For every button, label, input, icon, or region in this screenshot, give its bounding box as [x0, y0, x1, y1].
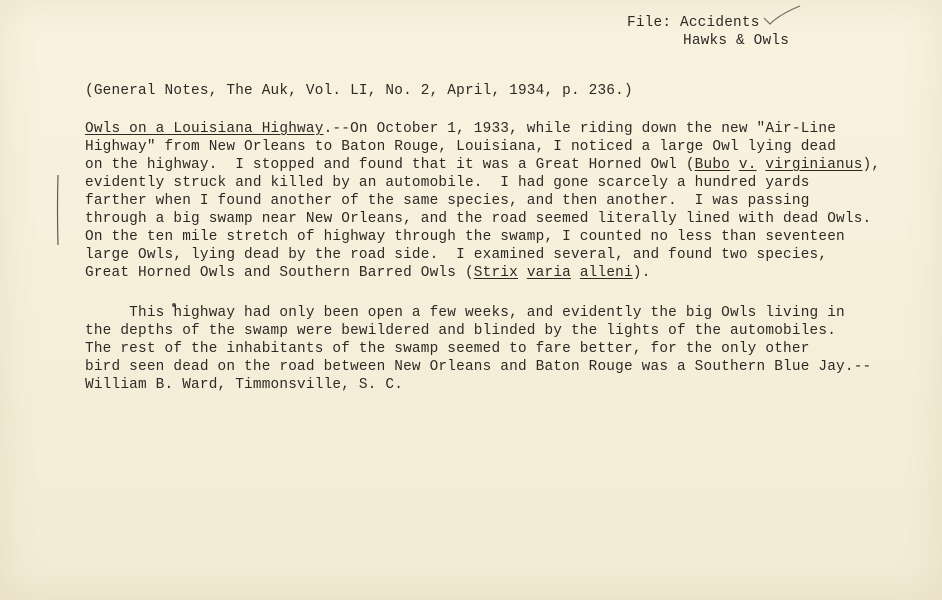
- para1-line6: through a big swamp near New Orleans, and the road seemed literally lined with dead Owls.: [85, 211, 872, 227]
- para1-line3: [85, 156, 880, 174]
- scientific-name-species: v.: [738, 157, 757, 173]
- pencil-checkmark-icon: [762, 4, 802, 26]
- para2-line3: The rest of the inhabitants of the swamp seemed to fare better, for the only other: [85, 341, 810, 357]
- scientific-name-species-2: varia: [526, 265, 571, 281]
- para1-line1-text: .--On October 1, 1933, while riding down the new "Air-Line: [323, 121, 837, 137]
- margin-pencil-mark: [55, 175, 61, 245]
- para1-line3-end: ),: [862, 157, 881, 173]
- para2-line4: bird seen dead on the road between New Orleans and Baton Rouge was a Southern Blue Jay.--: [85, 359, 872, 375]
- scientific-name-genus-2: Strix: [473, 265, 518, 281]
- para1-line9: [85, 264, 651, 282]
- para2-line1: This highway had only been open a few weeks, and evidently the big Owls living in: [85, 305, 845, 321]
- scientific-name-subspecies: virginianus: [765, 157, 863, 173]
- para1-line9-end: ).: [632, 265, 651, 281]
- para1-line1: [85, 120, 836, 138]
- para1-line5: farther when I found another of the same species, and then another. I was passing: [85, 193, 810, 209]
- citation-line: (General Notes, The Auk, Vol. LI, No. 2, April, 1934, p. 236.): [85, 83, 633, 99]
- para1-line4: evidently struck and killed by an automobile. I had gone scarcely a hundred yards: [85, 175, 810, 191]
- para1-line3-text: on the highway. I stopped and found that it was a Great Horned Owl (: [85, 157, 695, 173]
- file-label: File: Accidents: [627, 15, 760, 31]
- file-subject: Hawks & Owls: [683, 33, 790, 49]
- para2-line2: the depths of the swamp were bewildered and blinded by the lights of the automobiles.: [85, 323, 837, 339]
- scientific-name-genus: Bubo: [694, 157, 731, 173]
- author-signoff: William B. Ward, Timmonsville, S. C.: [85, 377, 404, 393]
- article-title: Owls on a Louisiana Highway: [85, 121, 324, 137]
- scientific-name-subspecies-2: alleni: [579, 265, 633, 281]
- para1-line8: large Owls, lying dead by the road side. I examined several, and found two species,: [85, 247, 828, 263]
- para1-line2: Highway" from New Orleans to Baton Rouge, Louisiana, I noticed a large Owl lying dead: [85, 139, 837, 155]
- para1-line7: On the ten mile stretch of highway through the swamp, I counted no less than seventeen: [85, 229, 845, 245]
- para1-line9-text: Great Horned Owls and Southern Barred Owls (: [85, 265, 474, 281]
